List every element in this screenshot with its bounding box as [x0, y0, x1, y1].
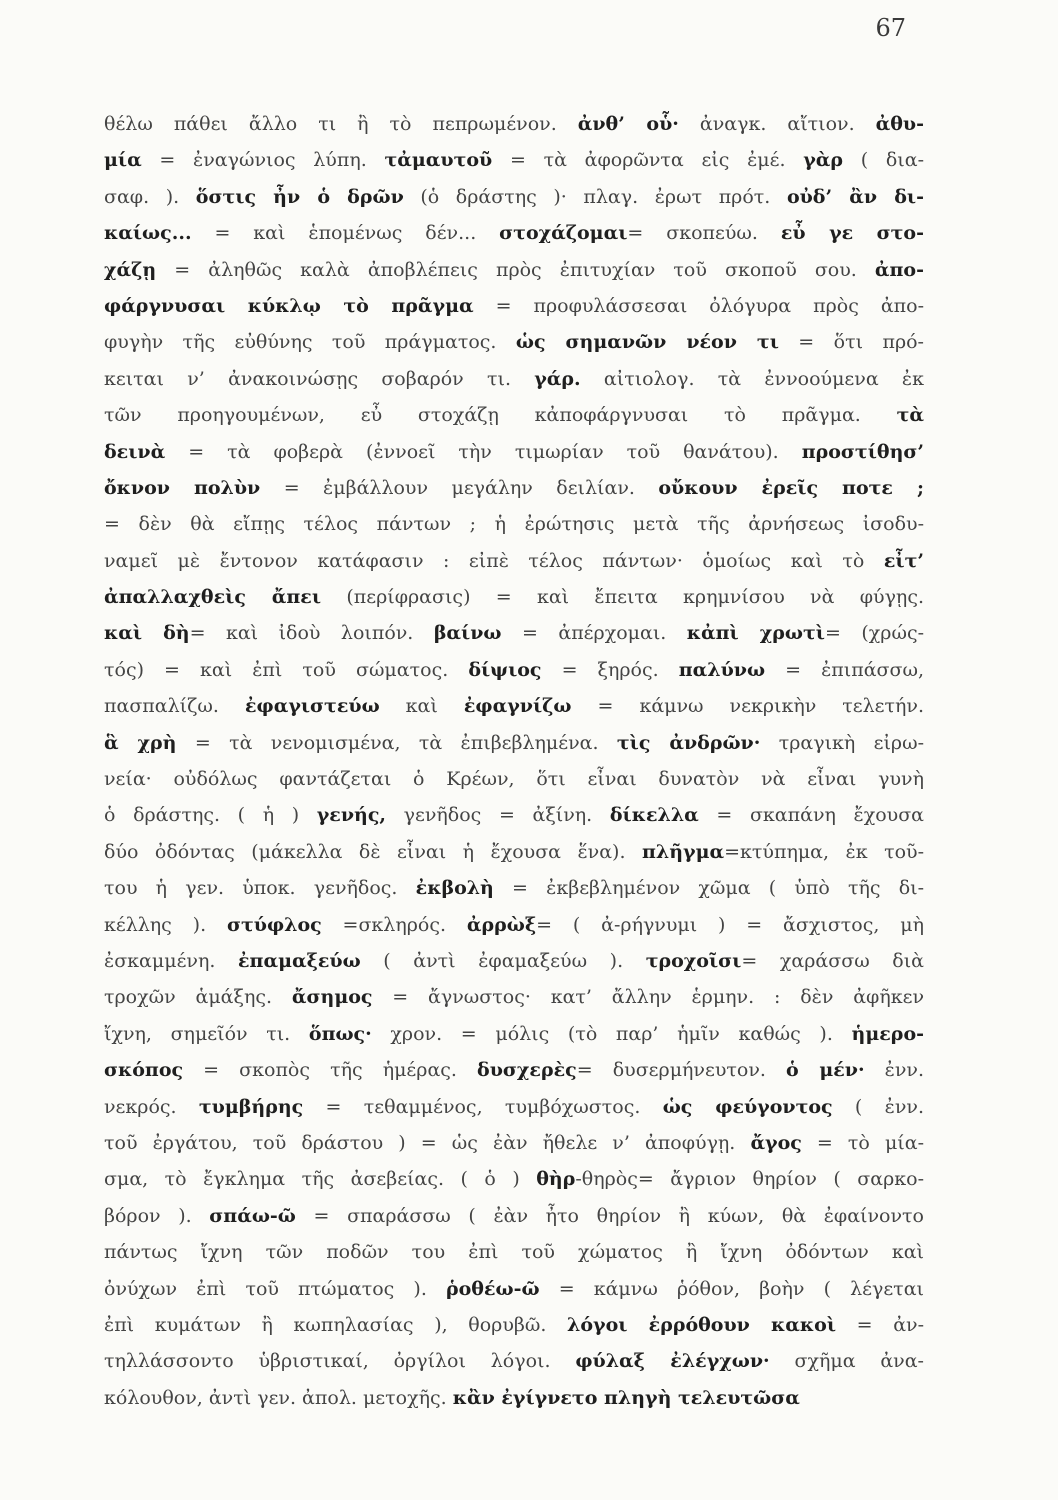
- lemma-term: πλῆγμα: [641, 840, 725, 863]
- lemma-term: τροχοῖσι: [645, 949, 742, 972]
- gloss-text: αἰτιολογ. τὰ ἐννοούμενα ἐκ: [580, 367, 924, 390]
- gloss-text: ἀναγκ. αἴτιον.: [678, 113, 876, 135]
- lemma-term: ὅπως·: [308, 1022, 372, 1045]
- gloss-text: καὶ: [379, 695, 464, 718]
- gloss-text: ( δια-: [843, 149, 924, 172]
- gloss-text: σμα, τὸ ἔγκλημα τῆς ἀσεβείας. ( ὁ ): [104, 1168, 537, 1191]
- text-line: [104, 797, 924, 833]
- gloss-text: ( ἀντὶ ἐφαμαξεύω ).: [360, 949, 646, 972]
- gloss-text: = ἀπέρχομαι.: [501, 622, 687, 645]
- gloss-text: τραγικὴ εἰρω-: [760, 731, 924, 754]
- gloss-text: τῶν προηγουμένων, εὖ στοχάζῃ κἀποφάργνυσαι τὸ πρᾶγμα.: [104, 404, 897, 427]
- gloss-text: = σκαπάνη ἔχουσα: [698, 804, 924, 827]
- gloss-text: (ὁ δράστης )· πλαγ. ἐρωτ πρότ.: [403, 185, 787, 208]
- gloss-text: πάντως ἴχνη τῶν ποδῶν του ἐπὶ τοῦ χώματος ἢ ἴχνη ὀδόντων καὶ: [104, 1241, 924, 1264]
- lemma-term: ἐπαμαξεύω: [237, 949, 361, 972]
- text-line: [104, 1380, 924, 1416]
- lemma-term: λόγοι ἐρρόθουν κακοὶ: [567, 1313, 837, 1336]
- text-line: [104, 1089, 924, 1125]
- lemma-term: τυμβήρης: [198, 1095, 304, 1118]
- gloss-text: ὀνύχων ἐπὶ τοῦ πτώματος ).: [104, 1277, 446, 1300]
- gloss-text: νεκρός.: [104, 1095, 199, 1118]
- gloss-text: του ἡ γεν. ὑποκ. γενῆδος.: [104, 877, 416, 900]
- text-line: [104, 834, 924, 870]
- commentary-text: [104, 106, 924, 1416]
- gloss-text: πασπαλίζω.: [104, 695, 245, 718]
- gloss-text: νεία· οὐδόλως φαντάζεται ὁ Κρέων, ὅτι εἶναι δυνατὸν νὰ εἶναι γυνὴ: [104, 768, 924, 791]
- text-line: [104, 215, 924, 251]
- gloss-text: = σκοπὸς τῆς ἡμέρας.: [183, 1059, 478, 1082]
- lemma-term: ὁ μέν·: [786, 1059, 865, 1082]
- lemma-term: ἀθυ-: [875, 113, 925, 135]
- gloss-text: = σκοπεύω.: [627, 222, 781, 245]
- gloss-text: δύο ὀδόντας (μάκελλα δὲ εἶναι ἡ ἔχουσα ἕνα).: [104, 840, 642, 863]
- text-line: [104, 907, 924, 943]
- gloss-text: = σπαράσσω ( ἐὰν ἦτο θηρίον ἢ κύων, θὰ ἐφαίνοντο: [295, 1204, 924, 1227]
- lemma-term: ὄκνον πολὺν: [104, 476, 261, 499]
- lemma-term: καίως...: [104, 222, 192, 245]
- text-line: [104, 543, 924, 579]
- gloss-text: =κτύπημα, ἐκ τοῦ-: [724, 840, 924, 863]
- gloss-text: θέλω πάθει ἄλλο τι ἢ τὸ πεπρωμένον.: [104, 113, 578, 135]
- lemma-term: φάργνυσαι κύκλῳ τὸ πρᾶγμα: [104, 294, 474, 317]
- lemma-term: ἐφαγνίζω: [463, 695, 572, 718]
- lemma-term: δίκελλα: [609, 804, 699, 827]
- gloss-text: σχῆμα ἀνα-: [769, 1350, 924, 1373]
- text-line: [104, 979, 924, 1015]
- lemma-term: φύλαξ ἐλέγχων·: [575, 1350, 770, 1373]
- text-line: [104, 252, 924, 288]
- lemma-term: οὔκουν ἐρεῖς ποτε ;: [658, 476, 924, 499]
- text-line: [104, 1125, 924, 1161]
- gloss-text: = τὸ μία-: [801, 1131, 924, 1154]
- text-line: [104, 761, 924, 797]
- lemma-term: γενής,: [316, 804, 387, 827]
- text-line: [104, 652, 924, 688]
- lemma-term: εὖ γε στο-: [780, 222, 924, 245]
- gloss-text: = τεθαμμένος, τυμβόχωστος.: [303, 1095, 663, 1118]
- lemma-term: δίψιος: [468, 658, 542, 681]
- text-line: [104, 1307, 924, 1343]
- text-line: [104, 1052, 924, 1088]
- lemma-term: ὡς σημανῶν νέον τι: [515, 331, 779, 354]
- text-line: [104, 943, 924, 979]
- gloss-text: = ἐπιπάσσω,: [765, 658, 924, 681]
- lemma-term: τὰ: [896, 404, 924, 427]
- lemma-term: ἄσημος: [291, 986, 373, 1009]
- gloss-text: τηλλάσσοντο ὑβριστικαί, ὀργίλοι λόγοι.: [104, 1350, 576, 1373]
- gloss-text: = ὅτι πρό-: [778, 331, 924, 354]
- lemma-term: γὰρ: [803, 149, 844, 172]
- lemma-term: ἀπο-: [874, 258, 924, 281]
- gloss-text: τοῦ ἐργάτου, τοῦ δράστου ) = ὡς ἐὰν ἤθελε ν’ ἀποφύγῃ.: [104, 1131, 751, 1154]
- gloss-text: = καὶ ἰδοὺ λοιπόν.: [189, 622, 434, 645]
- lemma-term: εἶτ’: [883, 549, 924, 572]
- lemma-term: ἄγος: [750, 1131, 802, 1154]
- lemma-term: σπάω-ῶ: [209, 1204, 296, 1227]
- lemma-term: παλύνω: [678, 658, 766, 681]
- lemma-term: ἐκβολὴ: [415, 877, 494, 900]
- text-line: [104, 688, 924, 724]
- text-line: [104, 470, 924, 506]
- text-line: [104, 1271, 924, 1307]
- gloss-text: γενῆδος = ἀξίνη.: [386, 804, 610, 827]
- page-number: 67: [875, 14, 906, 42]
- text-line: [104, 579, 924, 615]
- text-line: [104, 288, 924, 324]
- gloss-text: = τὰ φοβερὰ (ἐννοεῖ τὴν τιμωρίαν τοῦ θανάτου).: [165, 440, 802, 463]
- gloss-text: βόρον ).: [104, 1204, 210, 1227]
- lemma-term: οὐδ’ ἂν δι-: [786, 185, 924, 208]
- lemma-term: ἀρρὼξ: [466, 913, 537, 936]
- text-line: [104, 324, 924, 360]
- text-line: [104, 1161, 924, 1197]
- lemma-term: ὅστις ἦν ὁ δρῶν: [195, 185, 404, 208]
- text-line: [104, 397, 924, 433]
- text-line: [104, 506, 924, 542]
- lemma-term: στύφλος: [226, 913, 322, 936]
- gloss-text: = ἀληθῶς καλὰ ἀποβλέπεις πρὸς ἐπιτυχίαν τοῦ σκοποῦ σου.: [156, 258, 875, 281]
- lemma-term: κἂν ἐγίγνετο πληγὴ τελευτῶσα: [452, 1386, 800, 1409]
- gloss-text: = προφυλάσσεσαι ὀλόγυρα πρὸς ἀπο-: [473, 294, 925, 317]
- gloss-text: τός) = καὶ ἐπὶ τοῦ σώματος.: [104, 658, 469, 681]
- gloss-text: = κάμνω νεκρικὴν τελετήν.: [571, 695, 924, 718]
- gloss-text: = ἐκβεβλημένον χῶμα ( ὑπὸ τῆς δι-: [493, 877, 925, 900]
- text-line: [104, 1016, 924, 1052]
- gloss-text: = δὲν θὰ εἴπῃς τέλος πάντων ; ἡ ἐρώτησις μετὰ τῆς ἀρνήσεως ἰσοδυ-: [104, 513, 924, 536]
- text-line: [104, 179, 924, 215]
- lemma-term: ὡς φεύγοντος: [662, 1095, 833, 1118]
- gloss-text: ὁ δράστης. ( ἡ ): [104, 804, 317, 827]
- gloss-text: χρον. = μόλις (τὸ παρ’ ἡμῖν καθώς ).: [371, 1022, 852, 1045]
- gloss-text: -θηρὸς= ἄγριον θηρίον ( σαρκο-: [575, 1168, 925, 1191]
- gloss-text: = ἐναγώνιος λύπη.: [141, 149, 385, 172]
- lemma-term: δυσχερὲς: [477, 1059, 577, 1082]
- lemma-term: ἀπαλλαχθεὶς ἄπει: [104, 586, 322, 609]
- lemma-term: μία: [104, 149, 142, 172]
- text-line: [104, 106, 924, 142]
- text-line: [104, 1234, 924, 1270]
- gloss-text: κόλουθον, ἀντὶ γεν. ἀπολ. μετοχῆς.: [104, 1386, 453, 1409]
- gloss-text: ( ἐνν.: [832, 1095, 924, 1118]
- gloss-text: =σκληρός.: [321, 913, 467, 936]
- gloss-text: = τὰ ἀφορῶντα εἰς ἐμέ.: [492, 149, 804, 172]
- gloss-text: = ἀν-: [836, 1313, 925, 1336]
- text-line: [104, 361, 924, 397]
- lemma-term: τὶς ἀνδρῶν·: [616, 731, 761, 754]
- gloss-text: ναμεῖ μὲ ἔντονον κατάφασιν : εἰπὲ τέλος πάντων· ὁμοίως καὶ τὸ: [104, 549, 884, 572]
- lemma-term: ῥοθέω-ῶ: [445, 1277, 540, 1300]
- gloss-text: ἐπὶ κυμάτων ἢ κωπηλασίας ), θορυβῶ.: [104, 1313, 568, 1336]
- gloss-text: = (χρώς-: [824, 622, 925, 645]
- gloss-text: φυγὴν τῆς εὐθύνης τοῦ πράγματος.: [104, 331, 516, 354]
- lemma-term: χάζῃ: [104, 258, 157, 281]
- lemma-term: θὴρ: [536, 1168, 576, 1191]
- lemma-term: γάρ.: [534, 367, 581, 390]
- lemma-term: κἀπὶ χρωτὶ: [686, 622, 825, 645]
- gloss-text: ἐνν.: [864, 1059, 925, 1082]
- text-line: [104, 434, 924, 470]
- gloss-text: = κάμνω ῥόθον, βοὴν ( λέγεται: [539, 1277, 924, 1300]
- lemma-term: βαίνω: [433, 622, 502, 645]
- lemma-term: ἐφαγιστεύω: [244, 695, 380, 718]
- text-line: [104, 615, 924, 651]
- lemma-term: ἀνθ’ οὗ·: [577, 113, 679, 135]
- gloss-text: = ἐμβάλλουν μεγάλην δειλίαν.: [260, 476, 659, 499]
- text-line: [104, 1343, 924, 1379]
- lemma-term: σκόπος: [104, 1059, 184, 1082]
- gloss-text: τροχῶν ἁμάξης.: [104, 986, 292, 1009]
- gloss-text: = χαράσσω διὰ: [741, 949, 924, 972]
- lemma-term: προστίθησ’: [801, 440, 924, 463]
- gloss-text: = καὶ ἑπομένως δέν...: [191, 222, 500, 245]
- gloss-text: ἐσκαμμένη.: [104, 949, 238, 972]
- lemma-term: καὶ δὴ: [104, 622, 190, 645]
- text-line: [104, 870, 924, 906]
- gloss-text: = τὰ νενομισμένα, τὰ ἐπιβεβλημένα.: [176, 731, 617, 754]
- lemma-term: τἀμαυτοῦ: [384, 149, 493, 172]
- text-line: [104, 142, 924, 178]
- gloss-text: (περίφρασις) = καὶ ἔπειτα κρημνίσου νὰ φύγῃς.: [321, 586, 924, 609]
- lemma-term: δεινὰ: [104, 440, 166, 463]
- lemma-term: στοχάζομαι: [499, 222, 628, 245]
- lemma-term: ἃ χρὴ: [104, 731, 177, 754]
- text-line: [104, 1198, 924, 1234]
- gloss-text: = ( ἀ-ρήγνυμι ) = ἄσχιστος, μὴ: [536, 913, 924, 936]
- gloss-text: = δυσερμήνευτον.: [576, 1059, 786, 1082]
- text-line: [104, 725, 924, 761]
- lemma-term: ἡμερο-: [851, 1022, 924, 1045]
- gloss-text: κέλλης ).: [104, 913, 227, 936]
- gloss-text: = ξηρός.: [541, 658, 679, 681]
- gloss-text: = ἄγνωστος· κατ’ ἄλλην ἑρμην. : δὲν ἀφῆκεν: [372, 986, 924, 1009]
- gloss-text: σαφ. ).: [104, 185, 196, 208]
- gloss-text: κειται ν’ ἀνακοινώσῃς σοβαρόν τι.: [104, 367, 535, 390]
- gloss-text: ἴχνη, σημεῖόν τι.: [104, 1022, 309, 1045]
